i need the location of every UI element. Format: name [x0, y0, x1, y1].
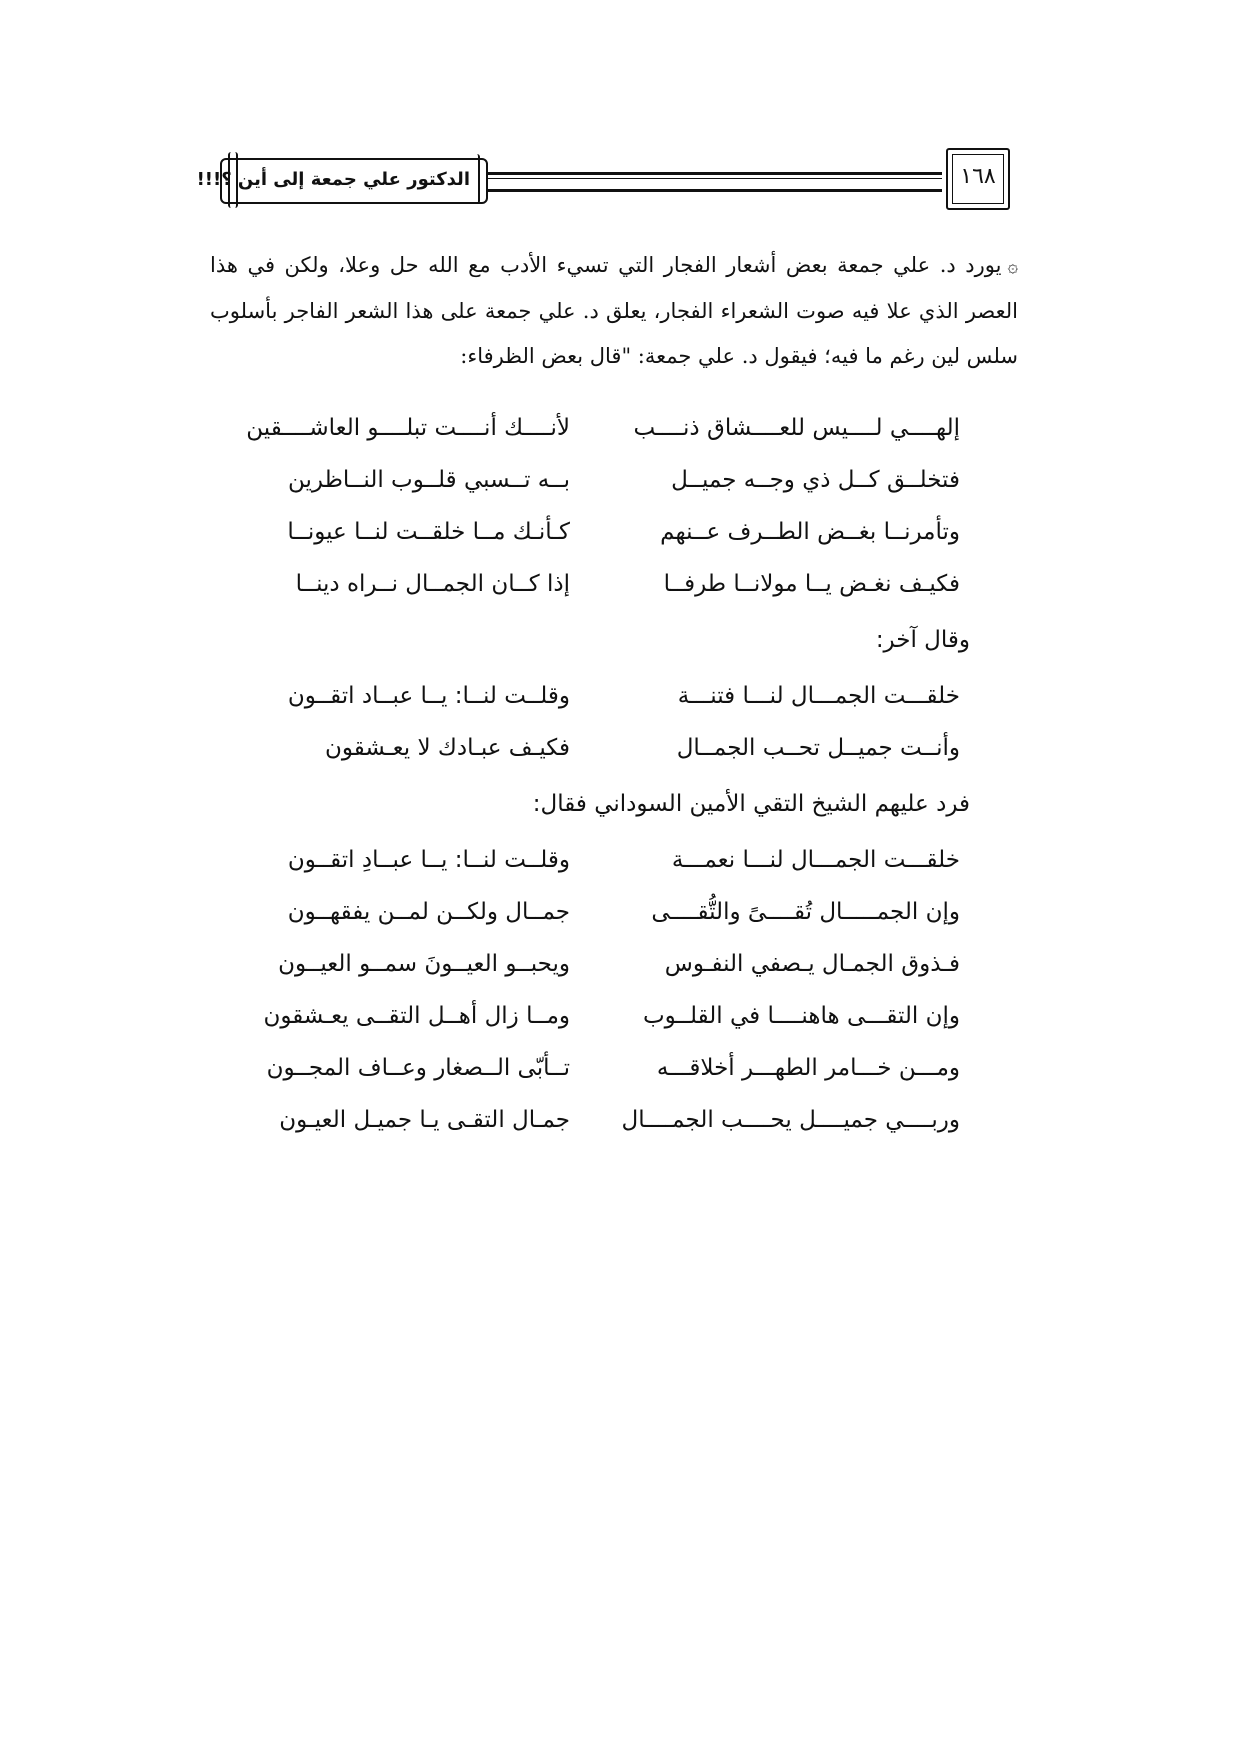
verse-first-hemistich: فتخلــق كــل ذي وجــه جميــل: [671, 467, 960, 493]
verse-line: [240, 892, 970, 932]
verse-second-hemistich: بــه تــسبي قلــوب النــاظرين: [288, 467, 570, 493]
verse-second-hemistich: تــأبّى الــصغار وعــاف المجــون: [266, 1055, 570, 1081]
verse-first-hemistich: وإن الجمـــــال تُقــــىً والتُّقــــى: [651, 899, 960, 925]
verse-second-hemistich: جمــال ولكــن لمــن يفقهــون: [287, 899, 570, 925]
verse-second-hemistich: وقلــت لنــا: يــا عبــاد اتقــون: [287, 683, 570, 709]
verse-first-hemistich: خلقـــت الجمـــال لنـــا فتنـــة: [677, 683, 960, 709]
verse-second-hemistich: كـأنـك مــا خلقــت لنــا عيونــا: [287, 519, 570, 545]
verse-second-hemistich: جمـال التقـى يـا جميـل العيـون: [279, 1107, 570, 1133]
page-number-frame: [946, 148, 1010, 210]
verse-second-hemistich: فكيـف عبـادك لا يعـشقون: [324, 735, 570, 761]
verse-line: [240, 1048, 970, 1088]
flower-marker-icon: ۞: [1007, 256, 1018, 277]
page-number: ١٦٨: [960, 164, 996, 189]
verse-line: [240, 996, 970, 1036]
verse-first-hemistich: وأنــت جميــل تحــب الجمــال: [676, 735, 960, 761]
verse-line: [240, 840, 970, 880]
verse-line: [240, 564, 970, 604]
verse-line: [240, 1100, 970, 1140]
header-rule: [488, 172, 942, 192]
page-header: [196, 148, 1020, 210]
verse-line: [240, 512, 970, 552]
verse-first-hemistich: فـذوق الجمـال يـصفي النفـوس: [664, 951, 960, 977]
verse-second-hemistich: إذا كــان الجمــال نــراه دينــا: [295, 571, 570, 597]
poem-lead-line: وقال آخر:: [875, 627, 970, 653]
verse-first-hemistich: ومـــن خـــامر الطهـــر أخلاقـــه: [656, 1055, 960, 1081]
verse-first-hemistich: خلقـــت الجمـــال لنـــا نعمـــة: [671, 847, 960, 873]
verse-second-hemistich: وقلــت لنــا: يــا عبــادِ اتقــون: [287, 847, 570, 873]
poem-lead-line: فرد عليهم الشيخ التقي الأمين السوداني فقال:: [532, 791, 970, 817]
scroll-title-frame: [196, 158, 488, 204]
verse-line: [240, 676, 970, 716]
verse-second-hemistich: ويحبــو العيــونَ سمــو العيــون: [278, 951, 570, 977]
verse-first-hemistich: فكيـف نغـض يــا مولانــا طرفــا: [663, 571, 960, 597]
verse-line: [240, 944, 970, 984]
verse-first-hemistich: وربــــي جميــــل يحــــب الجمــــال: [621, 1107, 960, 1133]
verse-line: [240, 408, 970, 448]
verse-first-hemistich: وإن التقـــى هاهنــــا في القلــوب: [643, 1003, 960, 1029]
verse-first-hemistich: وتأمرنــا بغــض الطــرف عــنهم: [660, 519, 960, 545]
verse-line: [240, 728, 970, 768]
intro-text: يورد د. علي جمعة بعض أشعار الفجار التي تسيء الأدب مع الله حل وعلا، ولكن في هذا العصر الذي علا فيه صوت الشعراء الفجار، يعلق د. علي جمعة على هذا الشعر الفاجر بأسلوب سلس لين رغم ما فيه؛ فيقول د. علي جمعة: "قال بعض الظرفاء:: [210, 253, 1018, 368]
verse-line: [240, 460, 970, 500]
running-title: الدكتور علي جمعة إلى أين ؟!!!: [196, 169, 470, 190]
verse-second-hemistich: لأنــــك أنــــت تبلــــو العاشــــقين: [246, 415, 570, 441]
verse-first-hemistich: إلهــــي لــــيس للعــــشاق ذنــــب: [633, 415, 960, 441]
verse-second-hemistich: ومــا زال أهــل التقــى يعـشقون: [263, 1003, 570, 1029]
intro-paragraph: [210, 243, 1018, 379]
